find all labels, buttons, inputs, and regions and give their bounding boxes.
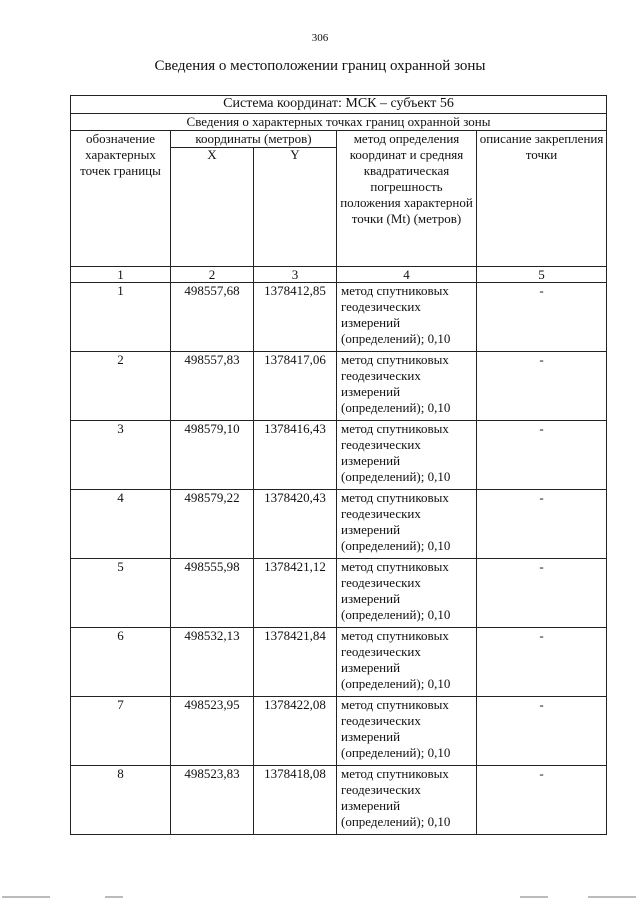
point-number-cell: 4 [71, 490, 171, 559]
point-number-cell: 5 [71, 559, 171, 628]
table-header-row [71, 131, 607, 148]
header-y: Y [254, 148, 337, 267]
x-coordinate-cell: 498523,83 [171, 766, 254, 835]
y-coordinate-cell: 1378416,43 [254, 421, 337, 490]
header-x: X [171, 148, 254, 267]
method-cell: метод спутниковых геодезических измерений (определений); 0,10 [337, 559, 477, 628]
method-cell: метод спутниковых геодезических измерений (определений); 0,10 [337, 283, 477, 352]
footer-mark [2, 896, 50, 898]
x-coordinate-cell: 498579,22 [171, 490, 254, 559]
table-row [71, 352, 607, 421]
table-row [71, 628, 607, 697]
description-cell: - [477, 559, 607, 628]
x-coordinate-cell: 498523,95 [171, 697, 254, 766]
x-coordinate-cell: 498557,83 [171, 352, 254, 421]
method-cell: метод спутниковых геодезических измерений (определений); 0,10 [337, 490, 477, 559]
description-cell: - [477, 352, 607, 421]
header-method: метод определения координат и средняя квадратическая погрешность положения характерной точки (Mt) (метров) [337, 131, 477, 267]
boundary-points-table [70, 95, 607, 835]
footer-mark [588, 896, 636, 898]
points-info-row [71, 114, 607, 131]
page-footer-marks [0, 896, 640, 900]
description-cell: - [477, 283, 607, 352]
y-coordinate-cell: 1378418,08 [254, 766, 337, 835]
y-coordinate-cell: 1378422,08 [254, 697, 337, 766]
document-title: Сведения о местоположении границ охранной зоны [154, 58, 486, 74]
table-row [71, 697, 607, 766]
page-number: 306 [311, 32, 329, 44]
description-cell: - [477, 490, 607, 559]
column-number: 2 [171, 267, 254, 283]
x-coordinate-cell: 498532,13 [171, 628, 254, 697]
y-coordinate-cell: 1378412,85 [254, 283, 337, 352]
footer-mark [105, 896, 123, 898]
x-coordinate-cell: 498555,98 [171, 559, 254, 628]
x-coordinate-cell: 498557,68 [171, 283, 254, 352]
table-row [71, 283, 607, 352]
points-info-label: Сведения о характерных точках границ охранной зоны [71, 114, 607, 131]
method-cell: метод спутниковых геодезических измерений (определений); 0,10 [337, 352, 477, 421]
header-coordinates: координаты (метров) [171, 131, 337, 148]
header-designation: обозначение характерных точек границы [71, 131, 171, 267]
table-row [71, 421, 607, 490]
column-number: 4 [337, 267, 477, 283]
y-coordinate-cell: 1378421,12 [254, 559, 337, 628]
column-number: 3 [254, 267, 337, 283]
point-number-cell: 2 [71, 352, 171, 421]
table-row [71, 490, 607, 559]
method-cell: метод спутниковых геодезических измерений (определений); 0,10 [337, 697, 477, 766]
description-cell: - [477, 421, 607, 490]
column-number-row [71, 267, 607, 283]
y-coordinate-cell: 1378420,43 [254, 490, 337, 559]
point-number-cell: 7 [71, 697, 171, 766]
x-coordinate-cell: 498579,10 [171, 421, 254, 490]
y-coordinate-cell: 1378417,06 [254, 352, 337, 421]
method-cell: метод спутниковых геодезических измерений (определений); 0,10 [337, 766, 477, 835]
table-row [71, 559, 607, 628]
y-coordinate-cell: 1378421,84 [254, 628, 337, 697]
column-number: 1 [71, 267, 171, 283]
description-cell: - [477, 766, 607, 835]
method-cell: метод спутниковых геодезических измерений (определений); 0,10 [337, 421, 477, 490]
point-number-cell: 8 [71, 766, 171, 835]
coordinate-system-label: Система координат: МСК – субъект 56 [71, 96, 607, 114]
method-cell: метод спутниковых геодезических измерений (определений); 0,10 [337, 628, 477, 697]
point-number-cell: 1 [71, 283, 171, 352]
point-number-cell: 6 [71, 628, 171, 697]
column-number: 5 [477, 267, 607, 283]
point-number-cell: 3 [71, 421, 171, 490]
description-cell: - [477, 697, 607, 766]
table-row [71, 766, 607, 835]
description-cell: - [477, 628, 607, 697]
header-description: описание закрепления точки [477, 131, 607, 267]
coordinate-system-row [71, 96, 607, 114]
footer-mark [520, 896, 548, 898]
